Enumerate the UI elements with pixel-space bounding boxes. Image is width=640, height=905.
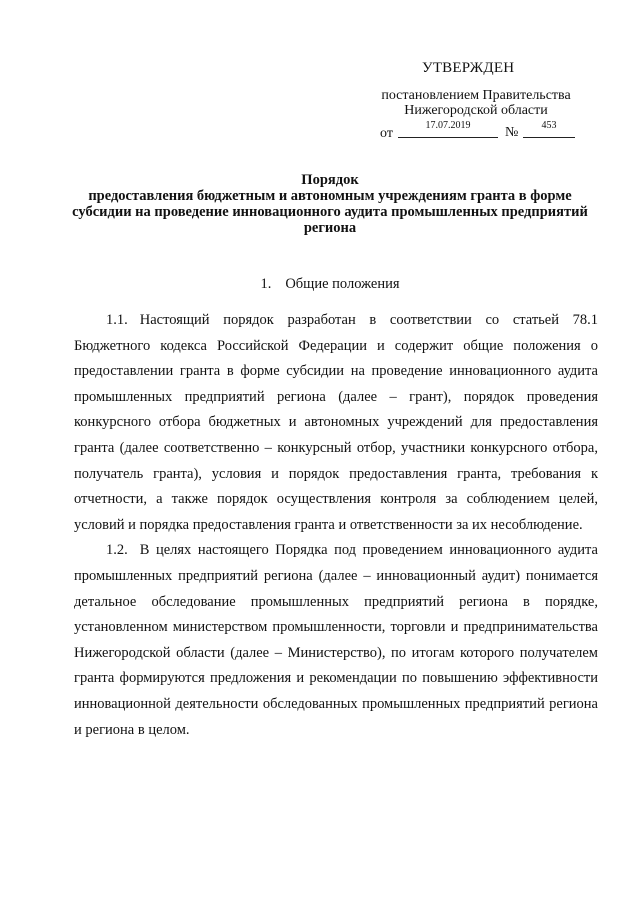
section-number: 1. xyxy=(260,276,272,292)
decree-number: 453 xyxy=(541,120,557,131)
date-number-row xyxy=(380,120,590,142)
section-name: Общие положения xyxy=(285,276,400,292)
approved-stamp-text: УТВЕРЖДЕН xyxy=(422,60,515,76)
decree-reference xyxy=(366,88,586,118)
title-subtitle: предоставления бюджетным и автономным учреждениям гранта в форме субсидии на проведение инновационного аудита промышленных предприятий региона xyxy=(72,188,588,236)
paragraph xyxy=(74,538,598,743)
decree-date: 17.07.2019 xyxy=(425,120,471,131)
paragraph-text: В целях настоящего Порядка под проведением инновационного аудита промышленных предприятий региона (далее – инновационный аудит) понимается детальное обследование промышленных предприятий региона в порядке, установленном министерством промышленности, торговли и предпринимательства Нижегородской области (далее – Министерство), по итогам которого получателем гранта формируются предложения и рекомендации по повышению эффективности инновационной деятельности обследованных промышленных предприятий региона и региона в целом. xyxy=(74,542,598,738)
document-body xyxy=(74,308,598,743)
number-underline xyxy=(523,137,575,138)
paragraph-number: 1.2. xyxy=(106,542,128,559)
paragraph-number: 1.1. xyxy=(106,312,128,328)
section-heading xyxy=(60,276,600,293)
date-underline xyxy=(398,137,498,138)
document-title xyxy=(60,172,600,236)
title-heading: Порядок xyxy=(301,172,359,188)
from-label: от xyxy=(380,126,393,141)
paragraph-text: Настоящий порядок разработан в соответствии со статьей 78.1 Бюджетного кодекса Российской Федерации и содержит общие положения о предоставлении гранта в форме субсидии на проведение инновационного аудита промышленных предприятий региона (далее – грант), порядок проведения конкурсного отбора бюджетных и автономных учреждений для предоставления гранта (далее соответственно – конкурсный отбор, участники конкурсного отбора, получатель гранта), условия и порядок предоставления гранта, требования к отчетности, а также порядок осуществления контроля за соблюдением целей, условий и порядка предоставления гранта и ответственности за их несоблюдение. xyxy=(74,312,598,533)
decree-line-1: постановлением Правительства xyxy=(381,88,571,103)
decree-line-2: Нижегородской области xyxy=(404,103,548,118)
paragraph xyxy=(74,308,598,538)
number-sign: № xyxy=(505,125,519,140)
